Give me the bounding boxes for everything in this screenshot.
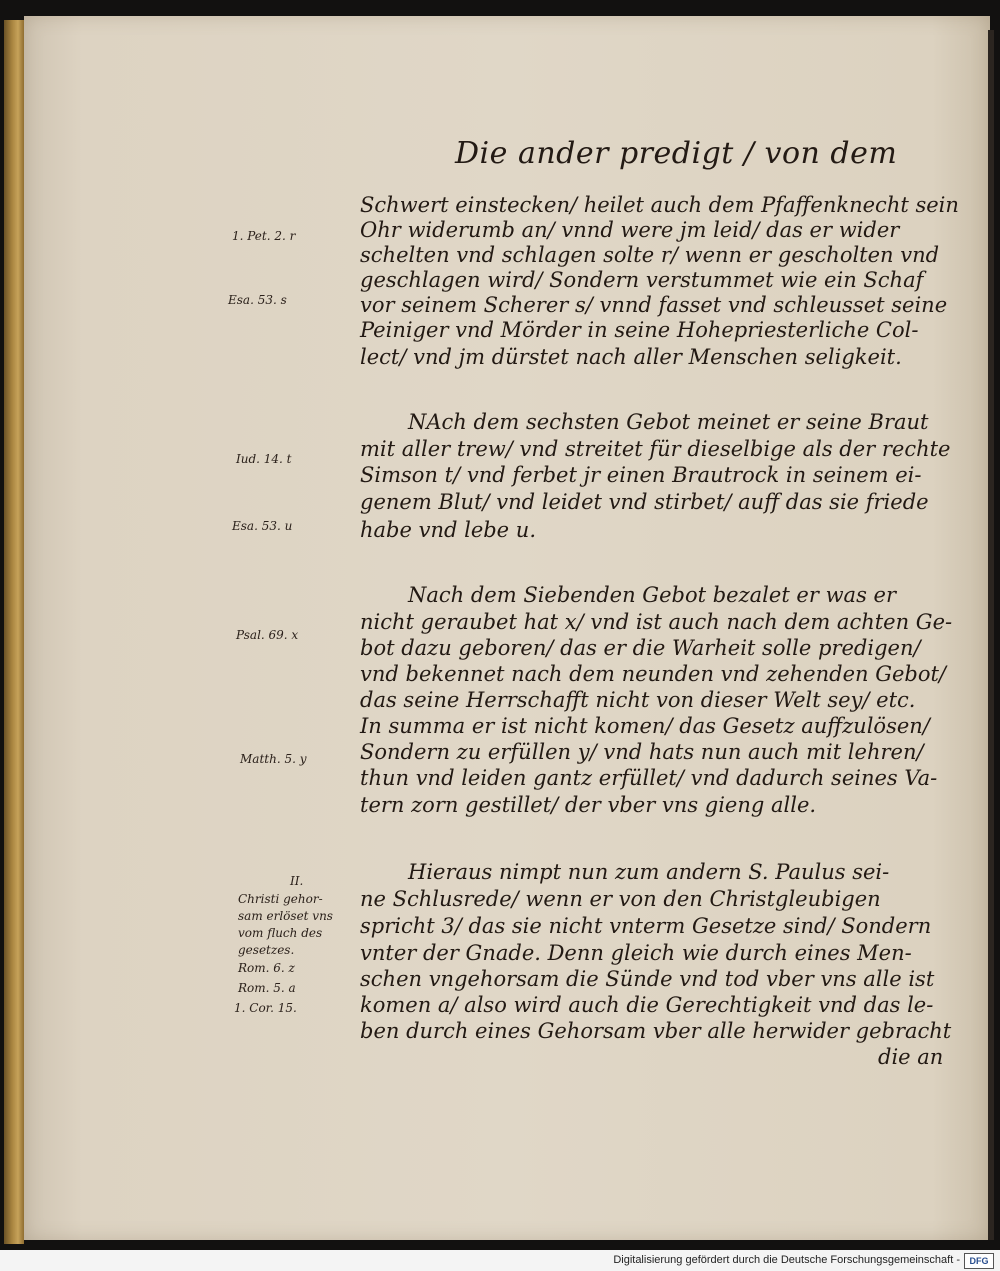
body-line: geschlagen wird/ Sondern verstummet wie ein Schaf (360, 268, 924, 292)
catchword: die an (878, 1045, 944, 1069)
footer-bar (0, 1250, 1000, 1271)
dfg-logo-icon[interactable]: DFG (964, 1253, 994, 1269)
body-line: das seine Herrschafft nicht von dieser Welt sey/ etc. (360, 688, 916, 712)
margin-note: Iud. 14. t (236, 452, 292, 466)
body-line: thun vnd leiden gantz erfüllet/ vnd dadurch seines Va- (360, 766, 938, 790)
margin-note: Psal. 69. x (236, 628, 299, 642)
margin-note: vom fluch des (238, 926, 323, 940)
paragraph-first-line: Hieraus nimpt nun zum andern S. Paulus sei- (408, 860, 890, 884)
paragraph-first-line: Nach dem Siebenden Gebot bezalet er was er (408, 583, 896, 607)
page-edge (988, 30, 994, 1240)
body-line: mit aller trew/ vnd streitet für dieselbige als der rechte (360, 437, 951, 461)
running-head: Die ander predigt / von dem (455, 136, 898, 171)
body-line: genem Blut/ vnd leidet vnd stirbet/ auff das sie friede (360, 490, 929, 514)
body-line: tern zorn gestillet/ der vber vns gieng alle. (360, 793, 817, 817)
body-line: Simson t/ vnd ferbet jr einen Brautrock in seinem ei- (360, 463, 922, 487)
margin-note: Esa. 53. s (228, 293, 287, 307)
body-line: Schwert einstecken/ heilet auch dem Pfaffenknecht sein (360, 193, 959, 217)
margin-note: II. (290, 874, 304, 888)
body-line: ben durch eines Gehorsam vber alle herwider gebracht (360, 1019, 952, 1043)
body-line: bot dazu geboren/ das er die Warheit solle predigen/ (360, 636, 921, 660)
margin-note: sam erlöset vns (238, 909, 333, 923)
margin-note: Matth. 5. y (240, 752, 307, 766)
body-line: ne Schlusrede/ wenn er von den Christgleubigen (360, 887, 881, 911)
body-line: schen vngehorsam die Sünde vnd tod vber vns alle ist (360, 967, 935, 991)
body-line: In summa er ist nicht komen/ das Gesetz auffzulösen/ (360, 714, 930, 738)
margin-note: Christi gehor- (238, 892, 323, 906)
paragraph-first-line: NAch dem sechsten Gebot meinet er seine Braut (408, 410, 929, 434)
body-line: Sondern zu erfüllen y/ vnd hats nun auch mit lehren/ (360, 740, 924, 764)
margin-note: 1. Pet. 2. r (232, 229, 296, 243)
body-line: vnd bekennet nach dem neunden vnd zehenden Gebot/ (360, 662, 947, 686)
body-line: habe vnd lebe u. (360, 518, 536, 542)
body-line: schelten vnd schlagen solte r/ wenn er gescholten vnd (360, 243, 940, 267)
body-line: vnter der Gnade. Denn gleich wie durch eines Men- (360, 941, 912, 965)
margin-note: Rom. 5. a (238, 981, 296, 995)
margin-note: gesetzes. (238, 943, 295, 957)
body-line: lect/ vnd jm dürstet nach aller Menschen seligkeit. (360, 345, 902, 369)
margin-note: Esa. 53. u (232, 519, 293, 533)
body-line: spricht 3/ das sie nicht vnterm Gesetze sind/ Sondern (360, 914, 932, 938)
funding-notice: Digitalisierung gefördert durch die Deutsche Forschungsgemeinschaft - (613, 1254, 960, 1266)
body-line: komen a/ also wird auch die Gerechtigkeit vnd das le- (360, 993, 934, 1017)
margin-note: Rom. 6. z (238, 961, 295, 975)
body-line: Peiniger vnd Mörder in seine Hohepriesterliche Col- (360, 318, 919, 342)
body-line: Ohr widerumb an/ vnnd were jm leid/ das er wider (360, 218, 900, 242)
body-line: vor seinem Scherer s/ vnnd fasset vnd schleusset seine (360, 293, 948, 317)
body-line: nicht geraubet hat x/ vnd ist auch nach dem achten Ge- (360, 610, 953, 634)
book-spine (4, 20, 24, 1244)
margin-note: 1. Cor. 15. (234, 1001, 297, 1015)
